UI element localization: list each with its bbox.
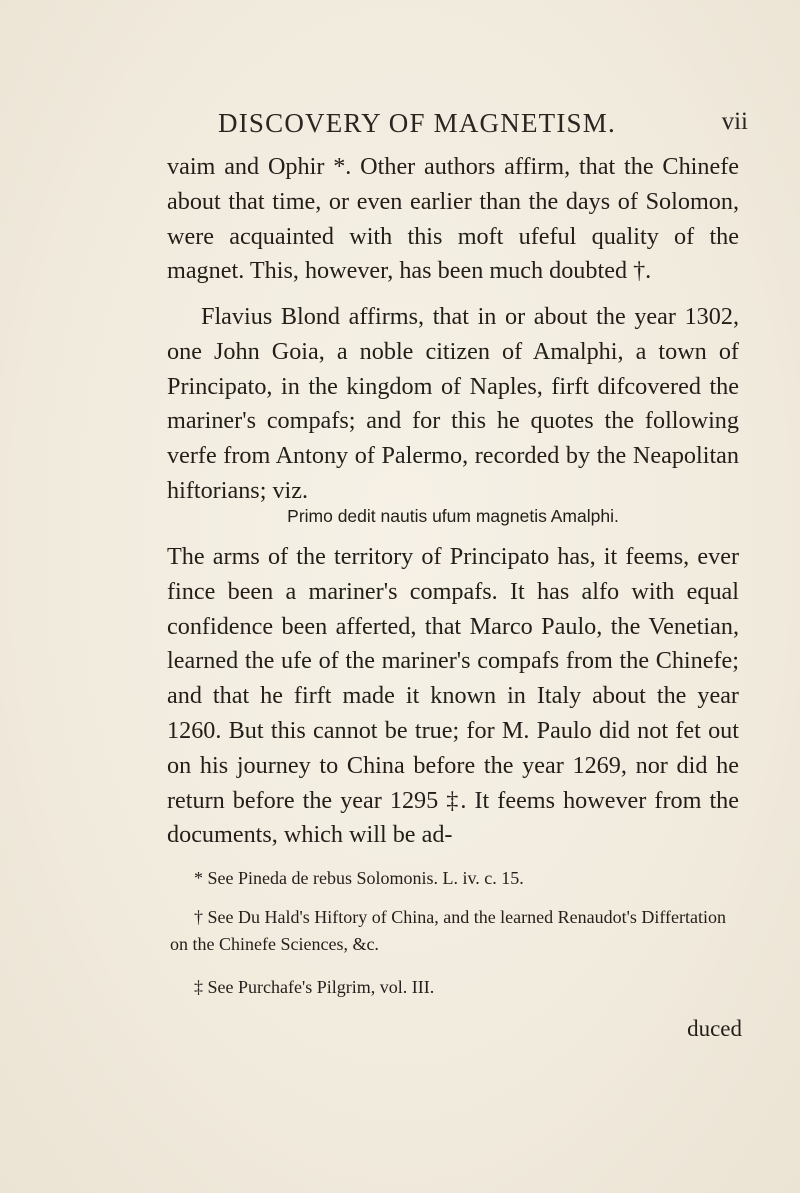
paragraph-1: [167, 150, 739, 289]
catchword: duced: [687, 1016, 742, 1041]
footnote-1: * See Pineda de rebus Solomonis. L. iv. c. 15.: [194, 868, 524, 888]
running-head: DISCOVERY OF MAGNETISM.: [218, 108, 616, 138]
page-header: [168, 108, 748, 148]
paragraph-2: [167, 300, 739, 509]
footnote-2: † See Du Hald's Hiftory of China, and the learned Renaudot's Differtation on the Chinefe Sciences, &c.: [170, 907, 727, 954]
footnotes: [170, 865, 745, 1013]
paragraph-text: vaim and Ophir *. Other authors affirm, that the Chinefe about that time, or even earlier than the days of Solomon, were acquainted with this moft ufeful quality of the magnet. This, however, has been much doubted †.: [167, 153, 739, 285]
footnote-3: ‡ See Purchafe's Pilgrim, vol. III.: [194, 977, 435, 997]
paragraph-text: The arms of the territory of Principato has, it feems, ever fince been a mariner's compafs. It has alfo with equal confidence been afferted, that Marco Paulo, the Venetian, learned the ufe of the mariner's compafs from the Chinefe; and that he firft made it known in Italy about the year 1260. But this cannot be true; for M. Paulo did not fet out on his journey to China before the year 1269, nor did he return before the year 1295 ‡. It feems however from the documents, which will be ad-: [167, 543, 739, 849]
page-number: vii: [721, 108, 748, 135]
paragraph-text: Flavius Blond affirms, that in or about the year 1302, one John Goia, a noble citizen of Amalphi, a town of Principato, in the kingdom of Naples, firft difcovered the mariner's compafs; and for this he quotes the following verfe from Antony of Palermo, recorded by the Neapolitan hiftorians; viz.: [167, 303, 739, 504]
latin-quote: Primo dedit nautis ufum magnetis Amalphi.: [287, 506, 619, 526]
paragraph-3: [167, 540, 739, 853]
